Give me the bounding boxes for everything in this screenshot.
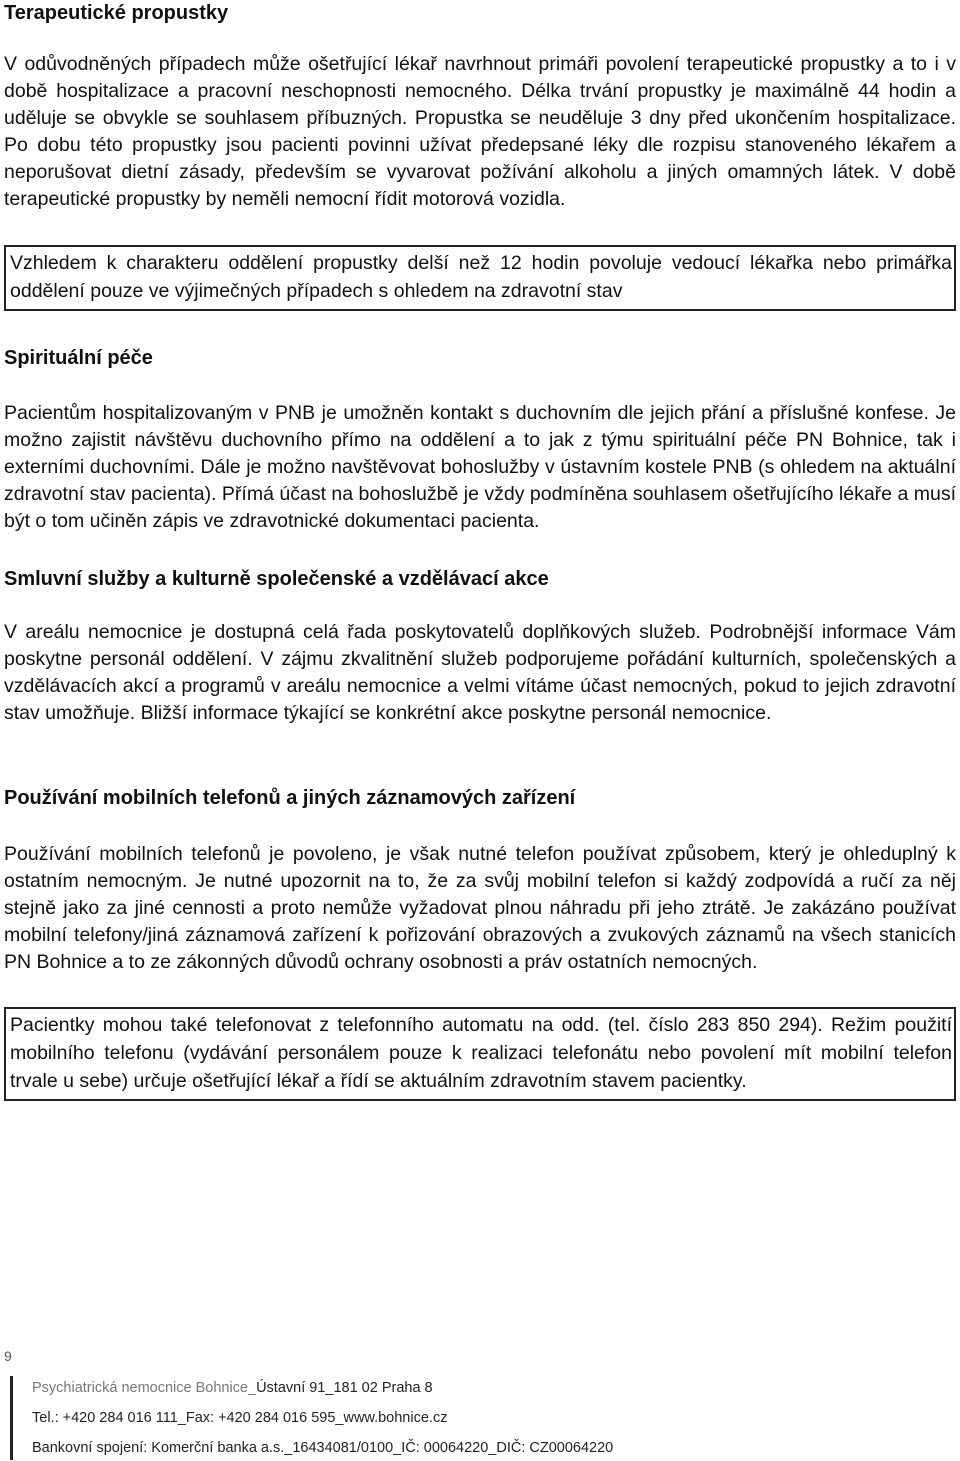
section-title-spiritualni-pece: Spirituální péče: [4, 347, 153, 369]
notice-box-telefony: [4, 1007, 956, 1101]
footer-organization: Psychiatrická nemocnice Bohnice_: [32, 1380, 257, 1396]
footer-divider: [10, 1376, 13, 1460]
paragraph-smluvni-sluzby: V areálu nemocnice je dostupná celá řada poskytovatelů doplňkových služeb. Podrobnější informace Vám poskytne personál oddělení. V zájmu zkvalitnění služeb podporujeme pořádání kulturních, společenských a vzdělávacích akcí a programů v areálu nemocnice a velmi vítáme účast nemocných, pokud to jejich zdravotní stav umožňuje. Bližší informace týkající se konkrétní akce poskytne personál nemocnice.: [4, 621, 956, 724]
page-number: 9: [4, 1348, 12, 1364]
notice-text-propustky: Vzhledem k charakteru oddělení propustky delší než 12 hodin povoluje vedoucí lékařka nebo primářka oddělení pouze ve výjimečných případech s ohledem na zdravotní stav: [10, 252, 952, 302]
footer-contacts: Tel.: +420 284 016 111_Fax: +420 284 016 595_www.bohnice.cz: [32, 1410, 448, 1426]
notice-box-propustky: [4, 245, 956, 311]
footer-bank-info: Bankovní spojení: Komerční banka a.s._16434081/0100_IČ: 00064220_DIČ: CZ00064220: [32, 1440, 614, 1456]
paragraph-spiritualni-pece: Pacientům hospitalizovaným v PNB je umožněn kontakt s duchovním dle jejich přání a příslušné konfese. Je možno zajistit návštěvu duchovního přímo na oddělení a to jak z týmu spirituální péče PN Bohnice, tak i externími duchovními. Dále je možno navštěvovat bohoslužby v ústavním kostele PNB (s ohledem na aktuální zdravotní stav pacienta). Přímá účast na bohoslužbě je vždy podmíněna souhlasem ošetřujícího lékaře a musí být o tom učiněn zápis ve zdravotnické dokumentaci pacienta.: [4, 402, 956, 532]
footer-address: [32, 1380, 433, 1396]
footer-street: Ústavní 91_181 02 Praha 8: [256, 1380, 433, 1396]
section-title-smluvni-sluzby: Smluvní služby a kulturně společenské a vzdělávací akce: [4, 568, 549, 590]
section-title-terapeuticke-propustky: Terapeutické propustky: [4, 2, 229, 24]
document-page: [4, 0, 956, 1101]
paragraph-terapeuticke-propustky: V odůvodněných případech může ošetřující lékař navrhnout primáři povolení terapeutické propustky a to i v době hospitalizace a pracovní neschopnosti nemocného. Délka trvání propustky je maximálně 44 hodin a uděluje se obvykle se souhlasem příbuzných. Propustka se neuděluje 3 dny před ukončením hospitalizace. Po dobu této propustky jsou pacienti povinni užívat předepsané léky dle rozpisu stanoveného lékařem a neporušovat dietní zásady, především se vyvarovat požívání alkoholu a jiných omamných látek. V době terapeutické propustky by neměli nemocní řídit motorová vozidla.: [4, 53, 956, 210]
notice-text-telefony: Pacientky mohou také telefonovat z telefonního automatu na odd. (tel. číslo 283 850 294). Režim použití mobilního telefonu (vydávání personálem pouze k realizaci telefonátu nebo povolení mít mobilní telefon trvale u sebe) určuje ošetřující lékař a řídí se aktuálním zdravotním stavem pacientky.: [10, 1014, 952, 1092]
section-title-mobilni-telefony: Používání mobilních telefonů a jiných záznamových zařízení: [4, 787, 576, 809]
paragraph-mobilni-telefony: Používání mobilních telefonů je povoleno, je však nutné telefon používat způsobem, který je ohleduplný k ostatním nemocným. Je nutné upozornit na to, že za svůj mobilní telefon si každý zodpovídá a ručí za něj stejně jako za jiné cennosti a proto nemůže vyžadovat plnou náhradu při jeho ztrátě. Je zakázáno používat mobilní telefony/jiná záznamová zařízení k pořizování obrazových a zvukových záznamů na všech stanicích PN Bohnice a to ze zákonných důvodů ochrany osobnosti a práv ostatních nemocných.: [4, 843, 956, 973]
